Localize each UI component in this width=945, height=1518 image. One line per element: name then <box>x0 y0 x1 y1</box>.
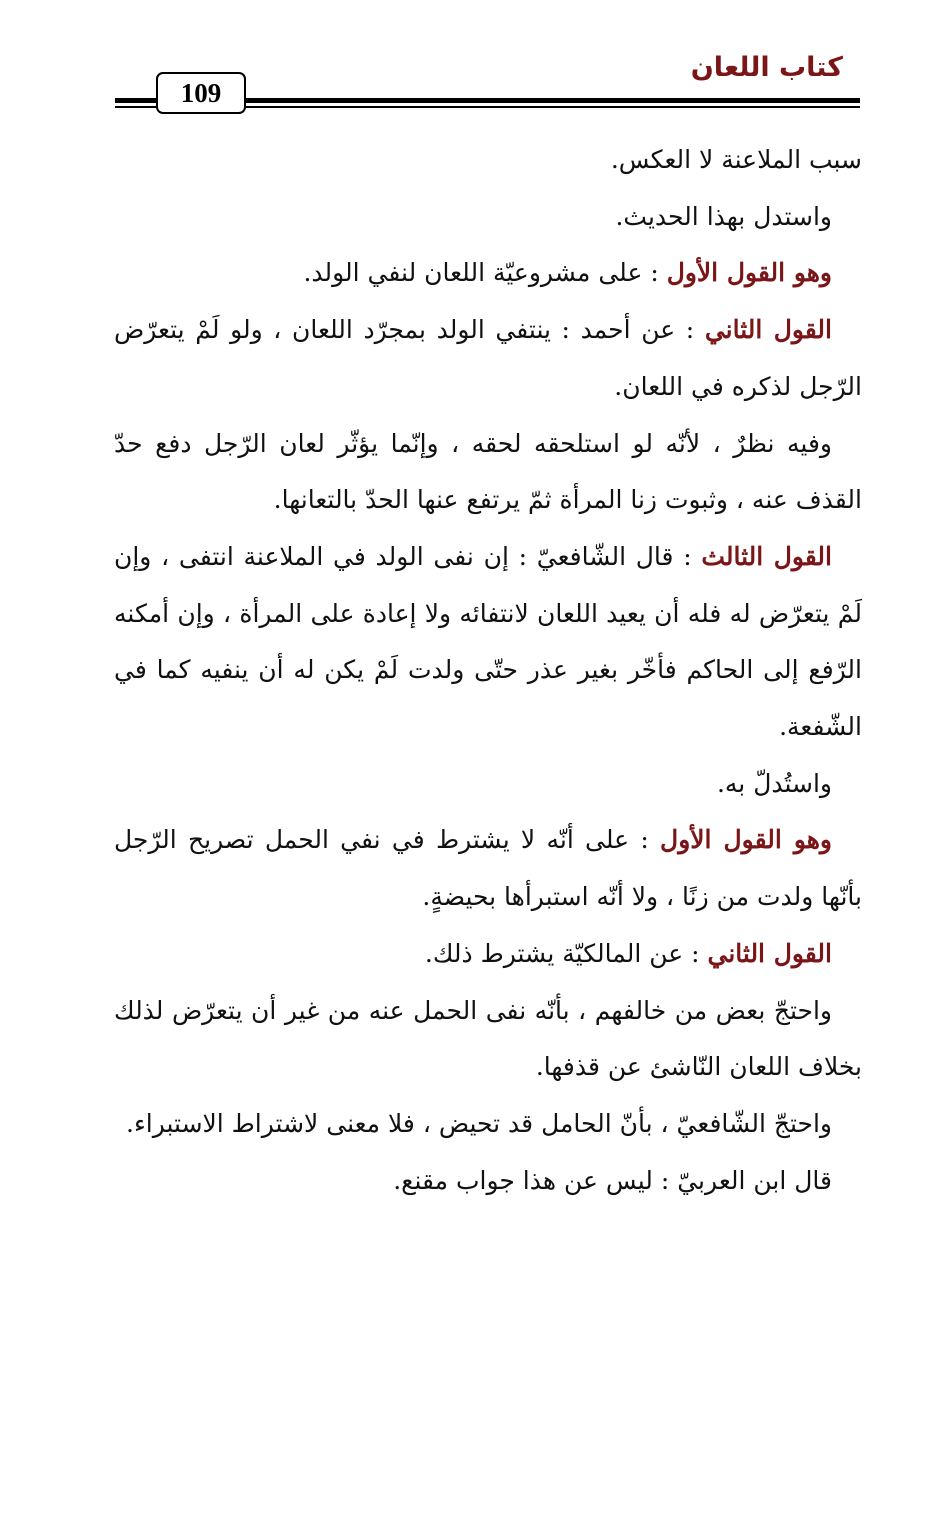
paragraph-text: واحتجّ بعض من خالفهم ، بأنّه نفى الحمل عنه من غير أن يتعرّض لذلك بخلاف اللعان النّاشئ عن قذفها. <box>114 995 862 1082</box>
paragraph <box>114 529 862 756</box>
paragraph <box>114 189 862 246</box>
paragraph-text: وفيه نظرٌ ، لأنّه لو استلحقه لحقه ، وإنّما يؤثّر لعان الرّجل دفع حدّ القذف عنه ، وثبوت زنا المرأة ثمّ يرتفع عنها الحدّ بالتعانها. <box>114 428 862 515</box>
page-number: 109 <box>156 72 246 114</box>
paragraph-text: : عن أحمد : ينتفي الولد بمجرّد اللعان ، ولو لَمْ يتعرّض الرّجل لذكره في اللعان. <box>114 315 862 401</box>
paragraph-label: وهو القول الأول <box>660 825 833 855</box>
paragraph <box>114 1153 862 1210</box>
paragraph <box>114 812 862 925</box>
paragraph <box>114 756 862 813</box>
paragraph <box>114 416 862 529</box>
paragraph-text: : على أنّه لا يشترط في نفي الحمل تصريح الرّجل بأنّها ولدت من زنًا ، ولا أنّه استبرأها بحيضةٍ. <box>114 825 862 912</box>
paragraph <box>114 926 862 983</box>
paragraph-text: : على مشروعيّة اللعان لنفي الولد. <box>303 258 667 288</box>
body-text <box>114 132 862 1209</box>
paragraph <box>114 983 862 1096</box>
paragraph <box>114 245 862 302</box>
paragraph-text: : قال الشّافعيّ : إن نفى الولد في الملاعنة انتفى ، وإن لَمْ يتعرّض له فله أن يعيد اللعان لانتفائه ولا إعادة على المرأة ، وإن أمكنه الرّفع إلى الحاكم فأخّر بغير عذر حتّى ولدت لَمْ يكن له أن ينفيه كما في الشّفعة. <box>114 541 862 742</box>
paragraph-label: القول الثاني <box>707 938 832 968</box>
paragraph-text: : عن المالكيّة يشترط ذلك. <box>424 938 708 968</box>
paragraph <box>114 132 862 189</box>
paragraph-text: واستُدلّ به. <box>716 768 832 798</box>
paragraph-text: قال ابن العربيّ : ليس عن هذا جواب مقنع. <box>393 1165 832 1195</box>
paragraph <box>114 302 862 415</box>
paragraph-label: القول الثالث <box>701 541 832 571</box>
paragraph <box>114 1096 862 1153</box>
book-title: كتاب اللعان <box>690 52 843 83</box>
paragraph-text: واحتجّ الشّافعيّ ، بأنّ الحامل قد تحيض ، فلا معنى لاشتراط الاستبراء. <box>126 1108 832 1138</box>
paragraph-label: القول الثاني <box>704 315 832 345</box>
paragraph-text: واستدل بهذا الحديث. <box>615 201 832 231</box>
paragraph-text: سبب الملاعنة لا العكس. <box>610 145 862 174</box>
paragraph-label: وهو القول الأول <box>666 258 832 288</box>
